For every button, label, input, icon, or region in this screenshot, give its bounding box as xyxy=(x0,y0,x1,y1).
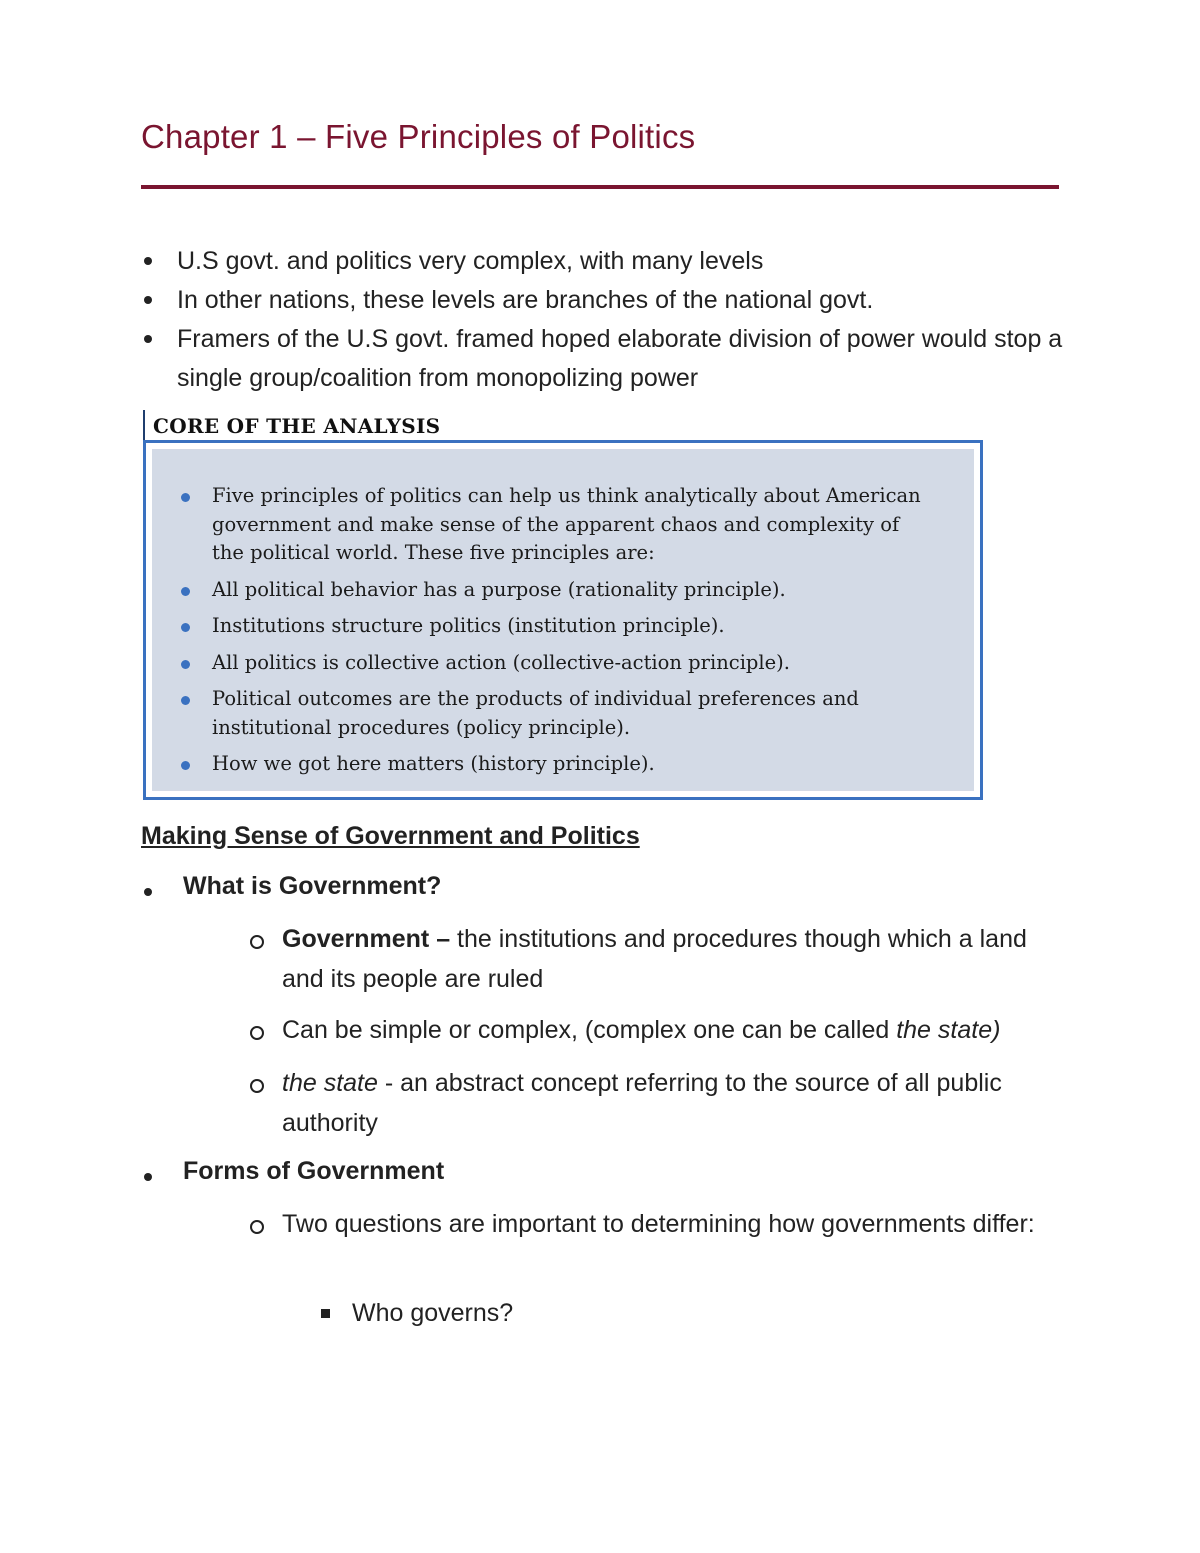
core-item xyxy=(176,649,936,678)
core-item-text: Political outcomes are the products of individual preferences and institutional procedures (policy principle). xyxy=(212,687,859,739)
list-item-text: In other nations, these levels are branches of the national govt. xyxy=(177,286,874,314)
core-item xyxy=(176,750,936,779)
intro-bullet-list xyxy=(141,242,1071,398)
sub-sub-item-text: Who governs? xyxy=(352,1299,514,1327)
circle-bullet-icon xyxy=(250,1220,264,1234)
italic-term: the state) xyxy=(896,1016,1001,1044)
sub-sub-item-who-governs xyxy=(318,1293,513,1333)
core-item xyxy=(176,482,936,568)
sub-item-the-state xyxy=(248,1063,1048,1143)
list-item xyxy=(141,281,1071,320)
bullet-icon xyxy=(144,335,152,343)
core-item-text: Five principles of politics can help us think analytically about American government and make sense of the apparent chaos and complexity of the political world. These five principles are: xyxy=(212,484,921,564)
outline-item-label: What is Government? xyxy=(183,872,442,900)
square-bullet-icon xyxy=(321,1309,330,1318)
bullet-icon xyxy=(181,493,190,502)
core-item xyxy=(176,576,936,605)
list-item-text: U.S govt. and politics very complex, with many levels xyxy=(177,247,764,275)
title-divider xyxy=(141,185,1059,189)
sub-item-simple-complex xyxy=(248,1010,1048,1050)
bullet-icon xyxy=(181,696,190,705)
section-heading: Making Sense of Government and Politics xyxy=(141,822,640,850)
core-item xyxy=(176,685,936,742)
circle-bullet-icon xyxy=(250,1026,264,1040)
core-analysis-box xyxy=(143,440,983,800)
circle-bullet-icon xyxy=(250,935,264,949)
bullet-icon xyxy=(181,660,190,669)
page-title: Chapter 1 – Five Principles of Politics xyxy=(141,118,696,155)
core-analysis-list xyxy=(176,482,936,787)
outline-item-label: Forms of Government xyxy=(183,1157,445,1185)
definition-term: Government – xyxy=(282,925,451,953)
core-item-text: How we got here matters (history principle). xyxy=(212,752,655,775)
bullet-icon xyxy=(144,888,152,896)
list-item-text: Framers of the U.S govt. framed hoped elaborate division of power would stop a single group/coalition from monopolizing power xyxy=(177,325,1063,392)
circle-bullet-icon xyxy=(250,1079,264,1093)
core-item-text: All politics is collective action (collective-action principle). xyxy=(212,650,790,674)
sub-item-text: - an abstract concept referring to the source of all public authority xyxy=(282,1069,1002,1137)
sub-item-government-definition xyxy=(248,919,1048,999)
core-item-text: Institutions structure politics (institution principle). xyxy=(212,614,725,637)
list-item xyxy=(141,242,1071,281)
sub-item-two-questions xyxy=(248,1204,1048,1244)
core-analysis-heading: CORE OF THE ANALYSIS xyxy=(143,410,440,442)
bullet-icon xyxy=(144,1173,152,1181)
bullet-icon xyxy=(144,296,152,304)
list-item xyxy=(141,320,1071,398)
italic-term: the state xyxy=(282,1069,378,1097)
core-item-text: All political behavior has a purpose (rationality principle). xyxy=(212,577,786,601)
bullet-icon xyxy=(181,761,190,770)
core-analysis-panel xyxy=(152,449,974,791)
core-item xyxy=(176,612,936,641)
bullet-icon xyxy=(144,257,152,265)
definition-text: the institutions and procedures though which a land and its people are ruled xyxy=(282,925,1027,993)
sub-item-text: Can be simple or complex, (complex one can be called xyxy=(282,1016,897,1044)
bullet-icon xyxy=(181,623,190,632)
bullet-icon xyxy=(181,587,190,596)
sub-item-text: Two questions are important to determining how governments differ: xyxy=(282,1210,1035,1238)
